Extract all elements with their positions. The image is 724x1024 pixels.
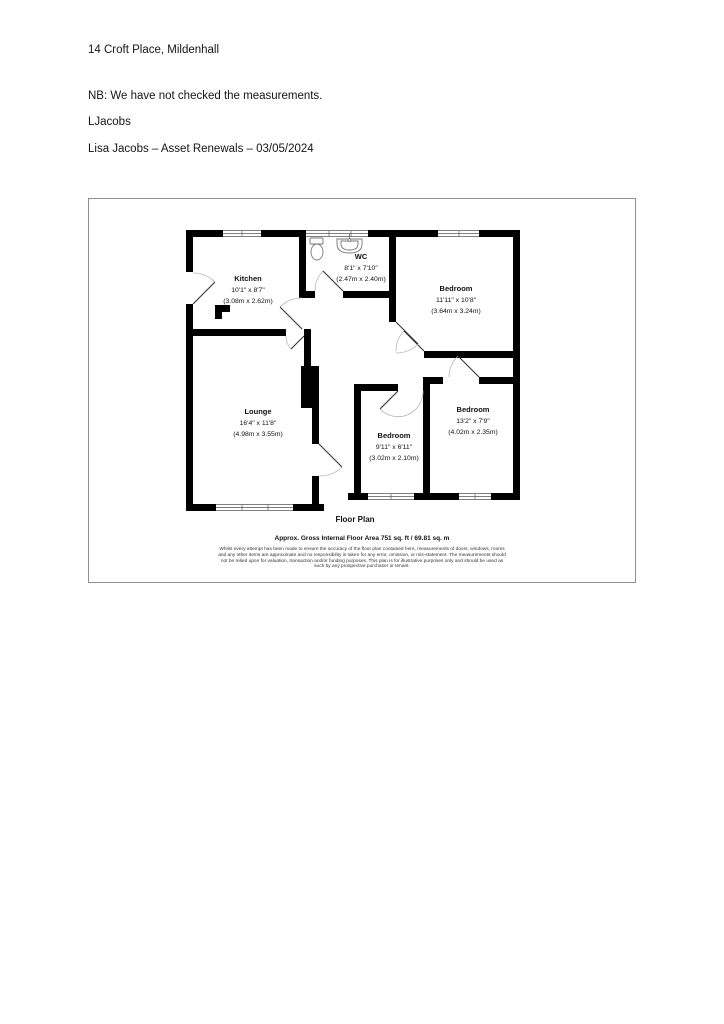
room-name: Bedroom	[439, 284, 473, 293]
room-dim-imperial: 11'11" x 10'8"	[435, 296, 477, 304]
room-name: Kitchen	[234, 274, 262, 283]
room-dim-imperial: 10'1" x 8'7"	[231, 286, 265, 294]
room-label-wc	[336, 251, 385, 286]
room-label-lounge	[233, 406, 282, 441]
author-line: LJacobs	[88, 116, 131, 128]
room-name: Bedroom	[377, 431, 411, 440]
floorplan-disclaimer: Whilst every attempt has been made to ensure the accuracy of the floor plan contained here, measurements of doors, windows, rooms and any other items are approximate and no responsibility is taken for any error, omission, or mis-statement. The measurements should not be relied upon for valuation, transaction and/or funding purposes. This plan is for illustrative purposes only and should be used as such by any prospective purchaser or tenant.	[218, 547, 506, 570]
room-label-bedroom-1	[431, 283, 480, 318]
room-name: Lounge	[244, 407, 272, 416]
room-name: WC	[354, 252, 368, 261]
room-name: Bedroom	[456, 405, 490, 414]
toilet-icon	[310, 238, 323, 260]
room-dim-metric: (3.02m x 2.10m)	[369, 455, 419, 462]
room-dim-metric: (2.47m x 2.40m)	[336, 276, 386, 283]
note-line: NB: We have not checked the measurements.	[88, 90, 323, 102]
room-dim-imperial: 9'11" x 6'11"	[375, 443, 413, 451]
room-label-kitchen	[223, 273, 272, 308]
room-dim-imperial: 16'4" x 11'8"	[239, 419, 277, 427]
room-dim-imperial: 8'1" x 7'10"	[344, 264, 378, 272]
room-dim-metric: (3.64m x 3.24m)	[431, 308, 481, 315]
page-title: 14 Croft Place, Mildenhall	[88, 44, 220, 56]
room-label-bedroom-3	[448, 404, 497, 439]
room-dim-metric: (4.02m x 2.35m)	[448, 429, 498, 436]
floorplan-caption: Floor Plan	[335, 515, 375, 524]
room-label-bedroom-2	[369, 430, 418, 465]
floorplan-container	[88, 198, 636, 583]
room-dim-imperial: 13'2" x 7'9"	[456, 417, 490, 425]
room-dim-metric: (3.08m x 2.62m)	[223, 298, 273, 305]
room-dim-metric: (4.98m x 3.55m)	[233, 431, 283, 438]
byline: Lisa Jacobs – Asset Renewals – 03/05/2024	[88, 143, 314, 155]
floorplan-area-line: Approx. Gross Internal Floor Area 751 sq. ft / 69.81 sq. m	[274, 535, 450, 542]
